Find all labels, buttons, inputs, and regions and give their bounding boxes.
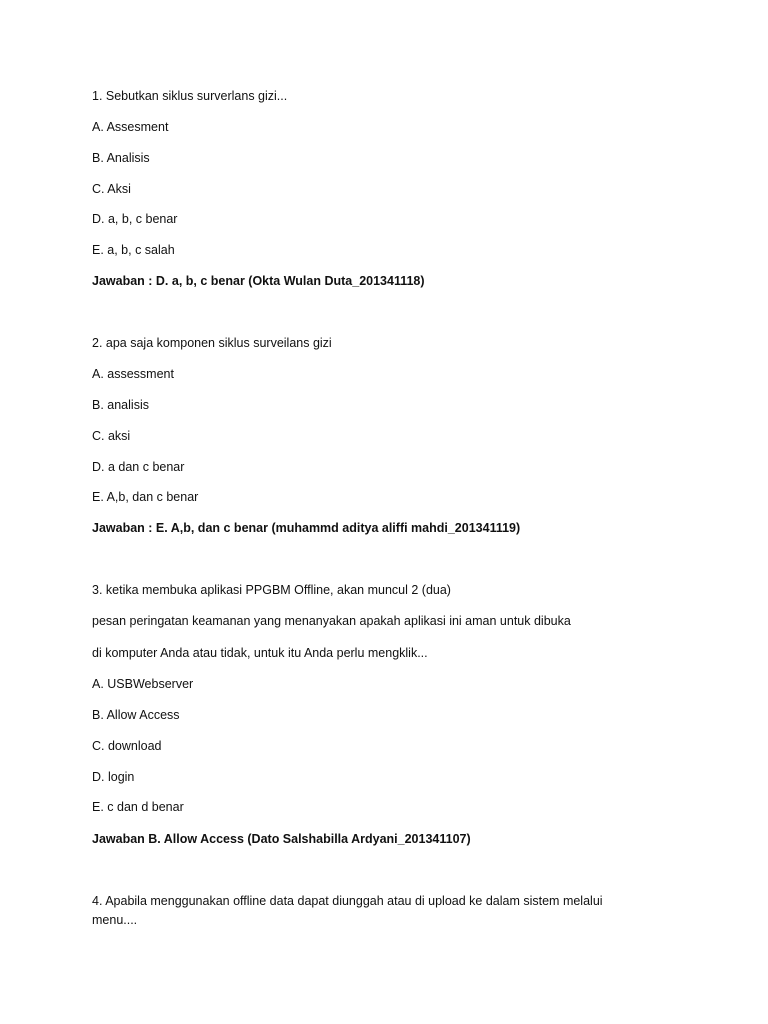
- question-1-option-d: D. a, b, c benar: [92, 212, 178, 226]
- question-3-prompt-line-3: di komputer Anda atau tidak, untuk itu Anda perlu mengklik...: [92, 646, 428, 660]
- question-1-answer: Jawaban : D. a, b, c benar (Okta Wulan Duta_201341118): [92, 274, 425, 288]
- question-3-option-d: D. login: [92, 770, 135, 784]
- question-2-option-d: D. a dan c benar: [92, 460, 185, 474]
- question-4-prompt-line-2: menu....: [92, 913, 138, 927]
- question-2-prompt: 2. apa saja komponen siklus surveilans gizi: [92, 336, 332, 350]
- question-3-prompt-line-2: pesan peringatan keamanan yang menanyakan apakah aplikasi ini aman untuk dibuka: [92, 614, 571, 628]
- question-1-prompt: 1. Sebutkan siklus surverlans gizi...: [92, 89, 288, 103]
- question-1-option-c: C. Aksi: [92, 182, 131, 196]
- question-1-option-b: B. Analisis: [92, 151, 150, 165]
- question-4-prompt-line-1: 4. Apabila menggunakan offline data dapat diunggah atau di upload ke dalam sistem melalui: [92, 894, 603, 908]
- question-2-option-a: A. assessment: [92, 367, 174, 381]
- question-1-option-a: A. Assesment: [92, 120, 169, 134]
- question-2-option-c: C. aksi: [92, 429, 131, 443]
- question-3-option-c: C. download: [92, 739, 162, 753]
- question-2-option-b: B. analisis: [92, 398, 149, 412]
- question-3-prompt-line-1: 3. ketika membuka aplikasi PPGBM Offline, akan muncul 2 (dua): [92, 583, 451, 597]
- question-3-option-e: E. c dan d benar: [92, 800, 184, 814]
- question-2-option-e: E. A,b, dan c benar: [92, 490, 199, 504]
- question-3-option-a: A. USBWebserver: [92, 677, 194, 691]
- question-3-option-b: B. Allow Access: [92, 708, 180, 722]
- question-1-option-e: E. a, b, c salah: [92, 243, 175, 257]
- question-2-answer: Jawaban : E. A,b, dan c benar (muhammd aditya aliffi mahdi_201341119): [92, 521, 521, 535]
- question-3-answer: Jawaban B. Allow Access (Dato Salshabilla Ardyani_201341107): [92, 832, 471, 846]
